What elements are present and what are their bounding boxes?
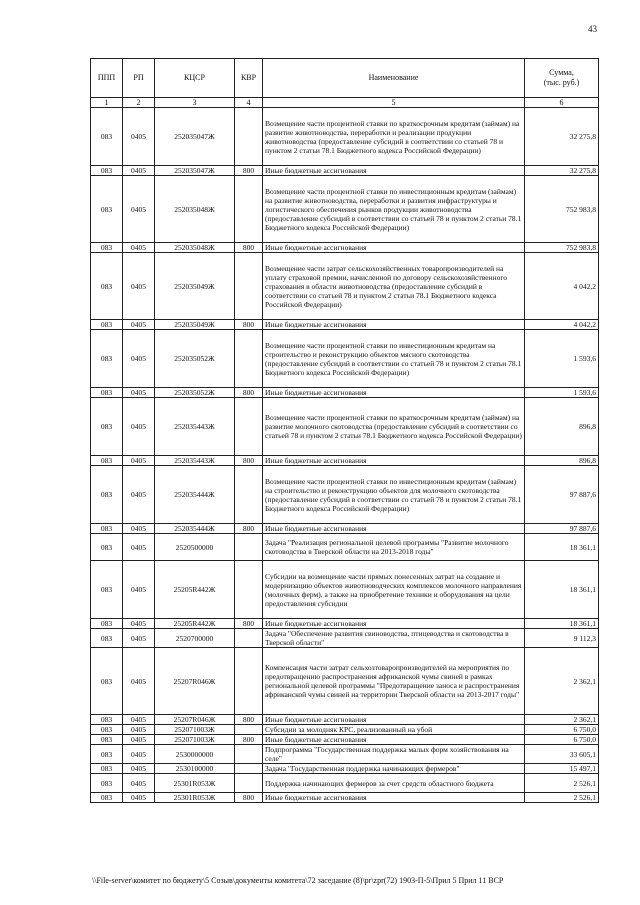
cell-kvr: 800 — [235, 619, 263, 629]
column-number: 6 — [525, 98, 599, 108]
table-row — [91, 166, 599, 176]
cell-sum: 97 887,6 — [525, 466, 599, 524]
cell-kvr — [235, 108, 263, 166]
cell-kcsr: 252035443Ж — [155, 398, 235, 456]
cell-kvr: 800 — [235, 320, 263, 330]
cell-rp: 0405 — [123, 774, 155, 793]
cell-rp: 0405 — [123, 243, 155, 253]
cell-kcsr: 252035444Ж — [155, 524, 235, 534]
cell-ppp: 083 — [91, 524, 123, 534]
cell-ppp: 083 — [91, 629, 123, 648]
cell-name: Иные бюджетные ассигнования — [263, 735, 525, 745]
cell-sum: 752 983,8 — [525, 176, 599, 243]
cell-sum: 18 361,1 — [525, 619, 599, 629]
cell-kvr: 800 — [235, 456, 263, 466]
cell-rp: 0405 — [123, 648, 155, 715]
cell-name: Компенсация части затрат сельхозтоваропроизводителей на мероприятия по предотвращению распространения африканской чумы свиней в рамках региональной целевой программы "Предотвращение заноса и распространения африканской чумы свиней на территории Тверской области на 2013-2017 годы" — [263, 648, 525, 715]
cell-rp: 0405 — [123, 561, 155, 619]
cell-sum: 4 042,2 — [525, 320, 599, 330]
cell-sum: 33 605,1 — [525, 745, 599, 764]
cell-kcsr: 252035047Ж — [155, 108, 235, 166]
cell-ppp: 083 — [91, 398, 123, 456]
table-row — [91, 793, 599, 803]
cell-ppp: 083 — [91, 320, 123, 330]
table-row — [91, 524, 599, 534]
cell-kvr — [235, 745, 263, 764]
cell-sum: 18 361,1 — [525, 534, 599, 561]
cell-rp: 0405 — [123, 619, 155, 629]
cell-ppp: 083 — [91, 534, 123, 561]
table-row — [91, 648, 599, 715]
table-row — [91, 629, 599, 648]
cell-name: Поддержка начинающих фермеров за счет средств областного бюджета — [263, 774, 525, 793]
cell-kvr — [235, 466, 263, 524]
header-ppp: ППП — [91, 59, 123, 98]
cell-kvr — [235, 774, 263, 793]
cell-sum: 15 497,1 — [525, 764, 599, 774]
cell-name: Возмещение части процентной ставки по инвестиционным кредитам на строительство и реконструкцию объектов мясного скотоводства (предоставление субсидий в соответствии со статьей 78 и пунктом 2 статьи 78.1 Бюджетного кодекса Российской Федерации) — [263, 330, 525, 388]
table-row — [91, 619, 599, 629]
cell-sum: 896,8 — [525, 398, 599, 456]
table-row — [91, 330, 599, 388]
cell-ppp: 083 — [91, 253, 123, 320]
cell-name: Задача "Государственная поддержка начинающих фермеров" — [263, 764, 525, 774]
cell-rp: 0405 — [123, 715, 155, 725]
column-number: 2 — [123, 98, 155, 108]
cell-kcsr: 252071003Ж — [155, 725, 235, 735]
cell-name: Иные бюджетные ассигнования — [263, 793, 525, 803]
cell-kcsr: 252035048Ж — [155, 243, 235, 253]
cell-kvr: 800 — [235, 524, 263, 534]
cell-rp: 0405 — [123, 253, 155, 320]
column-number: 1 — [91, 98, 123, 108]
table-row — [91, 466, 599, 524]
cell-kvr: 800 — [235, 243, 263, 253]
table-row — [91, 108, 599, 166]
table-row — [91, 253, 599, 320]
cell-ppp: 083 — [91, 466, 123, 524]
cell-rp: 0405 — [123, 629, 155, 648]
column-number: 4 — [235, 98, 263, 108]
cell-rp: 0405 — [123, 745, 155, 764]
cell-ppp: 083 — [91, 330, 123, 388]
cell-ppp: 083 — [91, 774, 123, 793]
cell-kcsr: 252035052Ж — [155, 388, 235, 398]
cell-ppp: 083 — [91, 735, 123, 745]
page-number: 43 — [588, 24, 597, 34]
cell-rp: 0405 — [123, 534, 155, 561]
cell-name: Иные бюджетные ассигнования — [263, 320, 525, 330]
table-row — [91, 320, 599, 330]
cell-rp: 0405 — [123, 176, 155, 243]
cell-ppp: 083 — [91, 715, 123, 725]
cell-kcsr: 25301R053Ж — [155, 793, 235, 803]
cell-rp: 0405 — [123, 108, 155, 166]
header-name: Наименование — [263, 59, 525, 98]
cell-kcsr: 252035049Ж — [155, 253, 235, 320]
cell-kvr: 800 — [235, 793, 263, 803]
cell-sum: 9 112,3 — [525, 629, 599, 648]
cell-kcsr: 252035047Ж — [155, 166, 235, 176]
cell-kvr — [235, 629, 263, 648]
table-row — [91, 561, 599, 619]
cell-rp: 0405 — [123, 524, 155, 534]
cell-sum: 6 750,0 — [525, 725, 599, 735]
cell-kcsr: 25205R442Ж — [155, 619, 235, 629]
cell-rp: 0405 — [123, 398, 155, 456]
cell-ppp: 083 — [91, 456, 123, 466]
budget-table — [90, 58, 599, 803]
cell-sum: 97 887,6 — [525, 524, 599, 534]
cell-ppp: 083 — [91, 176, 123, 243]
cell-kvr — [235, 534, 263, 561]
cell-kvr — [235, 648, 263, 715]
cell-ppp: 083 — [91, 243, 123, 253]
table-row — [91, 745, 599, 764]
cell-kcsr: 2520700000 — [155, 629, 235, 648]
cell-kvr: 800 — [235, 388, 263, 398]
cell-name: Подпрограмма "Государственная поддержка малых форм хозяйствования на селе" — [263, 745, 525, 764]
cell-rp: 0405 — [123, 166, 155, 176]
cell-ppp: 083 — [91, 764, 123, 774]
cell-kcsr: 25207R046Ж — [155, 715, 235, 725]
header-kcsr: КЦСР — [155, 59, 235, 98]
cell-sum: 1 593,6 — [525, 388, 599, 398]
cell-name: Возмещение части процентной ставки по инвестиционным кредитам (займам) на строительство и реконструкцию объектов для молочного скотоводства (предоставление субсидий в соответствии со статьей 78 и пунктом 2 статьи 78.1 Бюджетного кодекса Российской Федерации) — [263, 466, 525, 524]
cell-kcsr: 2530000000 — [155, 745, 235, 764]
table-row — [91, 774, 599, 793]
cell-kcsr: 252035048Ж — [155, 176, 235, 243]
cell-kcsr: 252071003Ж — [155, 735, 235, 745]
table-row — [91, 735, 599, 745]
cell-ppp: 083 — [91, 166, 123, 176]
cell-kvr — [235, 398, 263, 456]
header-kvr: КВР — [235, 59, 263, 98]
cell-sum: 18 361,1 — [525, 561, 599, 619]
table-row — [91, 398, 599, 456]
header-rp: РП — [123, 59, 155, 98]
cell-kvr: 800 — [235, 735, 263, 745]
cell-ppp: 083 — [91, 793, 123, 803]
cell-kvr: 800 — [235, 715, 263, 725]
cell-name: Иные бюджетные ассигнования — [263, 619, 525, 629]
cell-sum: 2 362,1 — [525, 648, 599, 715]
cell-name: Иные бюджетные ассигнования — [263, 388, 525, 398]
cell-name: Задача "Обеспечение развития свиноводства, птицеводства и скотоводства в Тверской области" — [263, 629, 525, 648]
cell-sum: 1 593,6 — [525, 330, 599, 388]
cell-name: Субсидии на возмещение части прямых понесенных затрат на создание и модернизацию объектов животноводческих комплексов молочного направления (молочных ферм), а также на приобретение техники и оборудования на цели предоставления субсидии — [263, 561, 525, 619]
cell-rp: 0405 — [123, 456, 155, 466]
cell-kcsr: 252035443Ж — [155, 456, 235, 466]
cell-rp: 0405 — [123, 320, 155, 330]
cell-kvr — [235, 176, 263, 243]
cell-kcsr: 252035444Ж — [155, 466, 235, 524]
cell-sum: 32 275,8 — [525, 166, 599, 176]
cell-name: Возмещение части затрат сельскохозяйственных товаропроизводителей на уплату страховой премии, начисленной по договору сельскохозяйственного страхования в области животноводства (предоставление субсидий в соответствии со статьей 78 и пунктом 2 статьи 78.1 Бюджетного кодекса Российской Федерации) — [263, 253, 525, 320]
table-row — [91, 764, 599, 774]
table-row — [91, 725, 599, 735]
cell-ppp: 083 — [91, 561, 123, 619]
cell-sum: 2 526,1 — [525, 774, 599, 793]
cell-name: Субсидии за молодняк КРС, реализованный на убой — [263, 725, 525, 735]
table-row — [91, 715, 599, 725]
cell-kvr — [235, 561, 263, 619]
cell-rp: 0405 — [123, 330, 155, 388]
cell-kcsr: 2530100000 — [155, 764, 235, 774]
table-row — [91, 176, 599, 243]
file-path-footer: \\File-server\комитет по бюджету\5 Созыв\документы комитета\72 заседание (8)\pr\zpr(72) 1903-П-5\Прил 5 Прил 11 ВСР — [92, 876, 504, 885]
cell-name: Иные бюджетные ассигнования — [263, 524, 525, 534]
table-row — [91, 243, 599, 253]
cell-sum: 896,8 — [525, 456, 599, 466]
cell-name: Возмещение части процентной ставки по краткосрочным кредитам (займам) на развитие животноводства, переработки и реализации продукции животноводства (предоставление субсидий в соответствии со статьей 78 и пунктом 2 статьи 78.1 Бюджетного кодекса Российской Федерации) — [263, 108, 525, 166]
cell-rp: 0405 — [123, 735, 155, 745]
cell-sum: 2 526,1 — [525, 793, 599, 803]
cell-kvr — [235, 725, 263, 735]
cell-name: Иные бюджетные ассигнования — [263, 715, 525, 725]
table-row — [91, 456, 599, 466]
cell-ppp: 083 — [91, 619, 123, 629]
cell-kcsr: 25205R442Ж — [155, 561, 235, 619]
table-row — [91, 388, 599, 398]
cell-name: Иные бюджетные ассигнования — [263, 243, 525, 253]
cell-ppp: 083 — [91, 388, 123, 398]
cell-rp: 0405 — [123, 388, 155, 398]
cell-kvr — [235, 253, 263, 320]
cell-kvr: 800 — [235, 166, 263, 176]
cell-rp: 0405 — [123, 466, 155, 524]
cell-kcsr: 25207R046Ж — [155, 648, 235, 715]
cell-rp: 0405 — [123, 764, 155, 774]
cell-name: Иные бюджетные ассигнования — [263, 166, 525, 176]
cell-sum: 2 362,1 — [525, 715, 599, 725]
cell-kcsr: 25301R053Ж — [155, 774, 235, 793]
header-row — [91, 59, 599, 98]
cell-name: Иные бюджетные ассигнования — [263, 456, 525, 466]
column-number-row — [91, 98, 599, 108]
column-number: 5 — [263, 98, 525, 108]
cell-sum: 32 275,8 — [525, 108, 599, 166]
cell-sum: 6 750,0 — [525, 735, 599, 745]
table-row — [91, 534, 599, 561]
column-number: 3 — [155, 98, 235, 108]
cell-kvr — [235, 764, 263, 774]
cell-rp: 0405 — [123, 725, 155, 735]
header-sum: Сумма, (тыс. руб.) — [525, 59, 599, 98]
cell-kcsr: 252035052Ж — [155, 330, 235, 388]
cell-rp: 0405 — [123, 793, 155, 803]
cell-kvr — [235, 330, 263, 388]
cell-ppp: 083 — [91, 725, 123, 735]
cell-kcsr: 2520500000 — [155, 534, 235, 561]
cell-name: Возмещение части процентной ставки по инвестиционным кредитам (займам) на развитие животноводства, переработки и развития инфраструктуры и логистического обеспечения рынков продукции животноводства (предоставление субсидий в соответствии со статьей 78 и пунктом 2 статьи 78.1 Бюджетного кодекса Российской Федерации) — [263, 176, 525, 243]
cell-ppp: 083 — [91, 108, 123, 166]
cell-kcsr: 252035049Ж — [155, 320, 235, 330]
cell-ppp: 083 — [91, 648, 123, 715]
cell-ppp: 083 — [91, 745, 123, 764]
table-body — [91, 108, 599, 803]
cell-sum: 4 042,2 — [525, 253, 599, 320]
cell-name: Задача "Реализация региональной целевой программы "Развитие молочного скотоводства в Тверской области на 2013-2018 годы" — [263, 534, 525, 561]
cell-sum: 752 983,8 — [525, 243, 599, 253]
cell-name: Возмещение части процентной ставки по краткосрочным кредитам (займам) на развитие молочного скотоводства (предоставление субсидий в соответствии со статьей 78 и пунктом 2 статьи 78.1 Бюджетного кодекса Российской Федерации) — [263, 398, 525, 456]
